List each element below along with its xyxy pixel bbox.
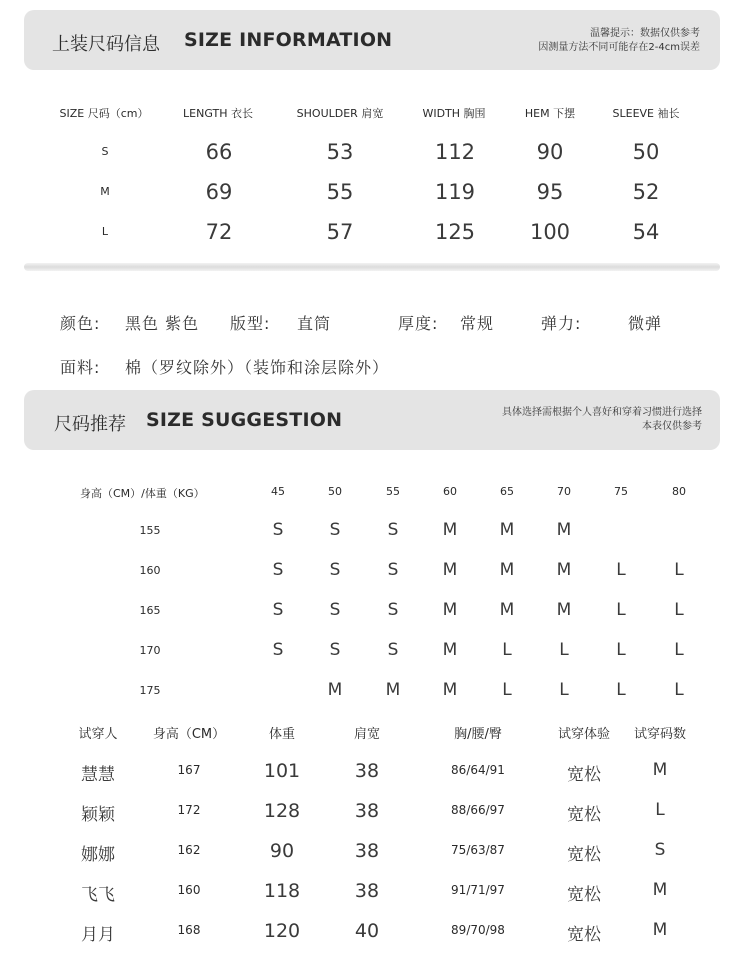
size-suggestion-note [502, 406, 702, 434]
table-cell: 119 [434, 180, 476, 204]
height-label: 170 [139, 644, 161, 657]
size-cell: L [616, 600, 626, 620]
size-cell: M [442, 680, 458, 700]
size-cell: S [272, 520, 284, 540]
size-suggestion-banner [24, 390, 720, 450]
size-cell: M [327, 680, 343, 700]
try-on-cell: 101 [263, 760, 301, 782]
size-suggestion-title-en: SIZE SUGGESTION [146, 409, 343, 431]
try-on-cell: 38 [354, 800, 380, 822]
size-cell: M [556, 600, 572, 620]
size-cell: S [329, 520, 341, 540]
size-cell: M [385, 680, 401, 700]
try-on-cell: M [652, 760, 668, 780]
size-cell: L [559, 640, 569, 660]
try-on-cell: 40 [354, 920, 380, 942]
try-on-cell: 宽松 [567, 885, 601, 905]
size-info-note-line1: 温馨提示：数据仅供参考 [590, 28, 700, 39]
size-header: SIZE 尺码（cm） [59, 107, 149, 120]
weight-header: 45 [271, 485, 285, 498]
color-value: 黑色 紫色 [125, 314, 200, 333]
try-on-header: 肩宽 [353, 727, 381, 742]
size-cell: M [442, 600, 458, 620]
shoulder-header: SHOULDER 肩宽 [296, 107, 384, 120]
try-on-cell: 168 [177, 923, 201, 937]
table-cell: 100 [529, 220, 571, 244]
try-on-header: 身高（CM） [152, 727, 226, 742]
size-cell: M [556, 520, 572, 540]
size-cell: L [616, 680, 626, 700]
hem-header: HEM 下摆 [524, 107, 576, 120]
try-on-cell: 120 [263, 920, 301, 942]
table-cell: 57 [326, 220, 354, 244]
size-info-title-zh: 上装尺码信息 [52, 34, 160, 55]
size-cell: L [616, 640, 626, 660]
size-cell: S [329, 640, 341, 660]
size-cell: S [329, 600, 341, 620]
try-on-cell: 38 [354, 840, 380, 862]
try-on-cell: 89/70/98 [451, 923, 505, 937]
try-on-cell: M [652, 880, 668, 900]
try-on-person: 月月 [81, 925, 115, 945]
try-on-cell: M [652, 920, 668, 940]
table-row-size: L [101, 225, 109, 238]
try-on-cell: 宽松 [567, 925, 601, 945]
table-cell: 50 [632, 140, 660, 164]
try-on-cell: 宽松 [567, 805, 601, 825]
try-on-cell: 128 [263, 800, 301, 822]
weight-header: 50 [328, 485, 342, 498]
table-cell: 66 [205, 140, 233, 164]
try-on-cell: S [654, 840, 666, 860]
size-info-note-line2: 因测量方法不同可能存在2-4cm误差 [538, 42, 700, 53]
thickness-label: 厚度: [398, 314, 439, 333]
table-cell: 69 [205, 180, 233, 204]
size-cell: S [387, 560, 399, 580]
height-label: 160 [139, 564, 161, 577]
size-cell: L [502, 680, 512, 700]
size-cell: M [442, 640, 458, 660]
size-cell: L [616, 560, 626, 580]
height-label: 175 [139, 684, 161, 697]
fit-value: 直筒 [297, 314, 332, 333]
height-label: 155 [139, 524, 161, 537]
size-suggestion-note-line2: 本表仅供参考 [642, 421, 702, 432]
try-on-cell: 38 [354, 880, 380, 902]
size-cell: L [674, 600, 684, 620]
size-cell: M [442, 560, 458, 580]
size-suggestion-title-zh: 尺码推荐 [54, 414, 126, 435]
try-on-cell: 38 [354, 760, 380, 782]
size-cell: M [499, 520, 515, 540]
section-divider [24, 263, 720, 271]
size-cell: S [387, 640, 399, 660]
height-label: 165 [139, 604, 161, 617]
try-on-person: 飞飞 [81, 885, 115, 905]
table-row-size: M [100, 185, 110, 198]
size-cell: L [559, 680, 569, 700]
try-on-cell: 88/66/97 [451, 803, 505, 817]
fabric-label: 面料: [60, 358, 101, 377]
table-cell: 55 [326, 180, 354, 204]
size-cell: S [272, 560, 284, 580]
size-cell: S [387, 520, 399, 540]
weight-header: 80 [672, 485, 686, 498]
elasticity-label: 弹力: [541, 314, 582, 333]
size-cell: M [556, 560, 572, 580]
try-on-cell: 160 [177, 883, 201, 897]
size-cell: S [272, 640, 284, 660]
thickness-value: 常规 [460, 314, 495, 333]
weight-header: 75 [614, 485, 628, 498]
sleeve-header: SLEEVE 袖长 [612, 107, 680, 120]
try-on-header: 试穿人 [78, 727, 118, 742]
table-cell: 112 [434, 140, 476, 164]
weight-header: 55 [386, 485, 400, 498]
try-on-header: 试穿码数 [633, 727, 687, 742]
size-cell: S [329, 560, 341, 580]
try-on-person: 娜娜 [81, 845, 115, 865]
size-info-note [538, 27, 700, 55]
size-info-title-en: SIZE INFORMATION [184, 29, 393, 51]
table-cell: 54 [632, 220, 660, 244]
size-cell: M [442, 520, 458, 540]
weight-header: 60 [443, 485, 457, 498]
size-cell: L [502, 640, 512, 660]
try-on-cell: L [655, 800, 665, 820]
try-on-person: 慧慧 [81, 765, 115, 785]
color-label: 颜色: [60, 314, 101, 333]
size-cell: S [272, 600, 284, 620]
width-header: WIDTH 胸围 [422, 107, 486, 120]
try-on-cell: 75/63/87 [451, 843, 505, 857]
try-on-cell: 91/71/97 [451, 883, 505, 897]
table-cell: 52 [632, 180, 660, 204]
size-cell: M [499, 600, 515, 620]
try-on-person: 颖颖 [81, 805, 115, 825]
weight-header: 65 [500, 485, 514, 498]
table-cell: 72 [205, 220, 233, 244]
table-cell: 125 [434, 220, 476, 244]
length-header: LENGTH 衣长 [183, 107, 253, 120]
try-on-cell: 162 [177, 843, 201, 857]
elasticity-value: 微弹 [628, 314, 663, 333]
try-on-cell: 172 [177, 803, 201, 817]
try-on-header: 体重 [268, 727, 296, 742]
table-cell: 95 [536, 180, 564, 204]
size-cell: L [674, 680, 684, 700]
weight-header: 70 [557, 485, 571, 498]
size-cell: L [674, 560, 684, 580]
size-info-banner [24, 10, 720, 70]
size-cell: S [387, 600, 399, 620]
size-cell: M [499, 560, 515, 580]
size-cell: L [674, 640, 684, 660]
fit-label: 版型: [230, 314, 271, 333]
try-on-header: 胸/腰/臀 [454, 727, 502, 742]
try-on-cell: 宽松 [567, 845, 601, 865]
corner-label: 身高（CM）/体重（KG） [80, 487, 205, 500]
try-on-cell: 167 [177, 763, 201, 777]
fabric-value: 棉（罗纹除外）（装饰和涂层除外） [125, 358, 390, 377]
try-on-cell: 90 [269, 840, 295, 862]
try-on-cell: 宽松 [567, 765, 601, 785]
table-row-size: S [101, 145, 109, 158]
try-on-header: 试穿体验 [557, 727, 611, 742]
table-cell: 90 [536, 140, 564, 164]
try-on-cell: 118 [263, 880, 301, 902]
size-suggestion-note-line1: 具体选择需根据个人喜好和穿着习惯进行选择 [502, 407, 702, 418]
try-on-cell: 86/64/91 [451, 763, 505, 777]
table-cell: 53 [326, 140, 354, 164]
